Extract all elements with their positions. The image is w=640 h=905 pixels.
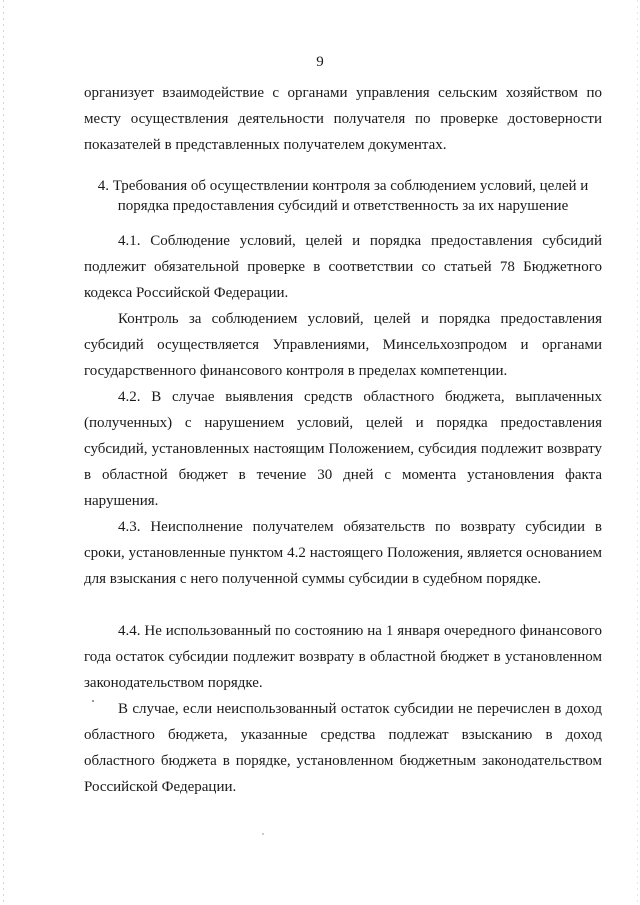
intro-paragraph: организует взаимодействие с органами управления сельским хозяйством по месту осуществления деятельности получателя по проверке достоверности показателей в представленных получателем документах. bbox=[84, 85, 602, 153]
paragraph-4-4: 4.4. Не использованный по состоянию на 1 января очередного финансового года остаток субсидии подлежит возврату в областной бюджет в установленном законодательством порядке. bbox=[84, 623, 602, 691]
section-heading-line-2: порядка предоставления субсидий и ответственность за их нарушение bbox=[117, 198, 569, 214]
section-heading-line-1: 4. Требования об осуществлении контроля за соблюдением условий, целей и bbox=[97, 178, 589, 194]
page-number: 9 bbox=[316, 54, 324, 70]
section-heading bbox=[84, 176, 602, 216]
paragraph-control: Контроль за соблюдением условий, целей и порядка предоставления субсидий осуществляется Управлениями, Минсельхозпродом и органами государственного финансового контроля в пределах компетенции. bbox=[84, 311, 602, 379]
scan-edge-right bbox=[637, 0, 638, 905]
scan-speck bbox=[262, 833, 264, 835]
paragraph-4-2: 4.2. В случае выявления средств областного бюджета, выплаченных (полученных) с нарушением условий, целей и порядка предоставления субсидий, установленных настоящим Положением, субсидия подлежит возврату в областной бюджет в течение 30 дней с момента установления факта нарушения. bbox=[84, 389, 602, 509]
paragraph-4-1: 4.1. Соблюдение условий, целей и порядка предоставления субсидий подлежит обязательной проверке в соответствии со статьей 78 Бюджетного кодекса Российской Федерации. bbox=[84, 233, 602, 301]
paragraph-unused-balance: В случае, если неиспользованный остаток субсидии не перечислен в доход областного бюджета, указанные средства подлежат взысканию в доход областного бюджета в порядке, установленном бюджетным законодательством Российской Федерации. bbox=[84, 701, 602, 795]
scan-speck bbox=[92, 700, 94, 702]
scan-edge-left bbox=[3, 0, 4, 905]
paragraph-4-3: 4.3. Неисполнение получателем обязательств по возврату субсидии в сроки, установленные пунктом 4.2 настоящего Положения, является основанием для взыскания с него полученной суммы субсидии в судебном порядке. bbox=[84, 519, 602, 587]
